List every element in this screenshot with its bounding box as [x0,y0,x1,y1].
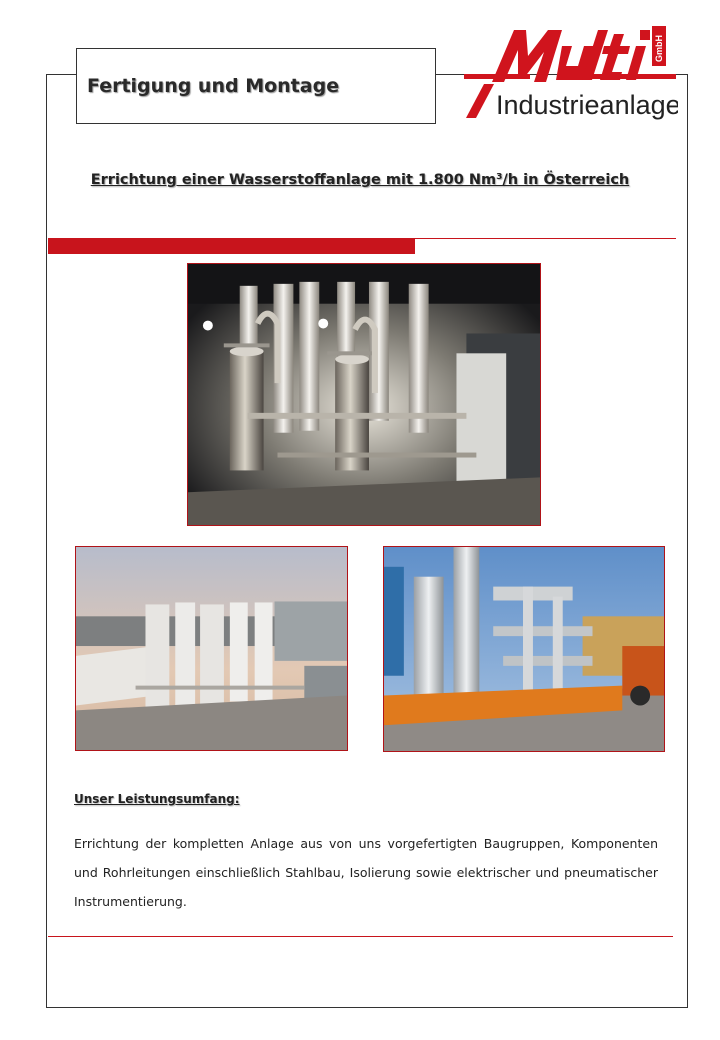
photo-hydrogen-plant-night [187,263,541,526]
section-title: Fertigung und Montage [87,75,340,97]
multi-logo-graphic [462,22,678,122]
company-logo [462,22,678,122]
photo-skid-on-trailer [383,546,665,752]
red-divider-line [415,238,676,239]
photo-plant-outdoor [75,546,348,751]
section-title-box [76,48,436,124]
logo-badge-text: GmbH [654,35,664,62]
document-title: Errichtung einer Wasserstoffanlage mit 1.800 Nm³/h in Österreich [90,172,630,188]
logo-tagline: Industrieanlagen [496,90,678,120]
red-accent-bar [48,238,415,254]
footer-red-line [48,936,673,937]
scope-text: Errichtung der kompletten Anlage aus von uns vorgefertigten Baugruppen, Komponenten und Rohrleitungen einschließlich Stahlbau, Isolierung sowie elektrischer und pneumatischer Instrumentierung. [74,836,658,909]
frame-tick [440,74,458,75]
scope-heading: Unser Leistungsumfang: [74,792,240,806]
